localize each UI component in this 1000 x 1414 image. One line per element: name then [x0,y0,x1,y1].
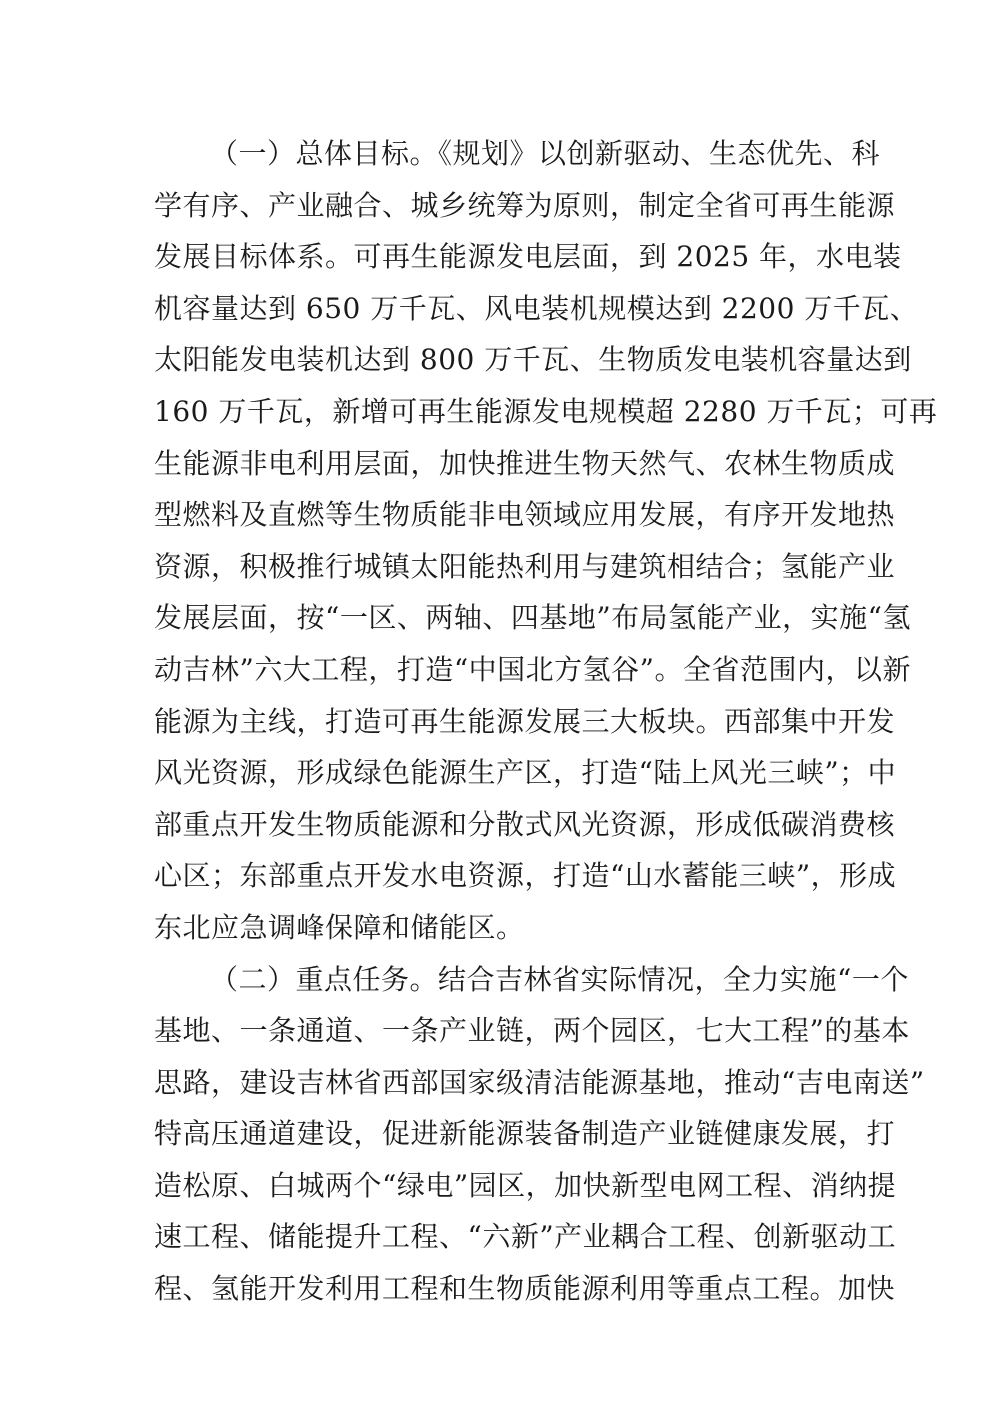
text-line: 太阳能发电装机达到 800 万千瓦、生物质发电装机容量达到 [154,343,912,377]
text-line: 东北应急调峰保障和储能区。 [154,910,525,944]
text-line: 程、氢能开发利用工程和生物质能源利用等重点工程。加快 [154,1272,896,1306]
text-line: 机容量达到 650 万千瓦、风电装机规模达到 2200 万千瓦、 [154,291,919,325]
text-line: （二）重点任务。结合吉林省实际情况，全力实施“一个 [210,962,909,996]
text-line: 资源，积极推行城镇太阳能热利用与建筑相结合；氢能产业 [154,549,896,583]
text-line: 动吉林”六大工程，打造“中国北方氢谷”。全省范围内，以新 [154,652,911,686]
text-line: 生能源非电利用层面，加快推进生物天然气、农林生物质成 [154,446,896,480]
text-line: （一）总体目标。《规划》以创新驱动、生态优先、科 [210,137,881,170]
text-line: 发展层面，按“一区、两轴、四基地”布局氢能产业，实施“氢 [154,601,911,635]
document-body [154,128,938,1315]
text-line: 学有序、产业融合、城乡统筹为原则，制定全省可再生能源 [154,188,896,222]
text-line: 特高压通道建设，促进新能源装备制造产业链健康发展，打 [154,1117,896,1151]
text-line: 基地、一条通道、一条产业链，两个园区，七大工程”的基本 [154,1014,910,1048]
text-line: 思路，建设吉林省西部国家级清洁能源基地，推动“吉电南送” [154,1065,925,1099]
text-line: 型燃料及直燃等生物质能非电领域应用发展，有序开发地热 [154,498,896,532]
paragraph-key-tasks [154,954,925,1315]
text-line: 造松原、白城两个“绿电”园区，加快新型电网工程、消纳提 [154,1168,897,1202]
text-line: 速工程、储能提升工程、“六新”产业耦合工程、创新驱动工 [154,1220,897,1254]
text-line: 心区；东部重点开发水电资源，打造“山水蓄能三峡”，形成 [154,859,897,893]
text-line: 160 万千瓦，新增可再生能源发电规模超 2280 万千瓦；可再 [154,394,938,428]
paragraph-overall-goals [154,128,938,954]
text-line: 能源为主线，打造可再生能源发展三大板块。西部集中开发 [154,704,896,738]
text-line: 部重点开发生物质能源和分散式风光资源，形成低碳消费核 [154,807,896,841]
text-line: 风光资源，形成绿色能源生产区，打造“陆上风光三峡”；中 [154,756,897,790]
text-line: 发展目标体系。可再生能源发电层面，到 2025 年，水电装 [154,240,902,274]
